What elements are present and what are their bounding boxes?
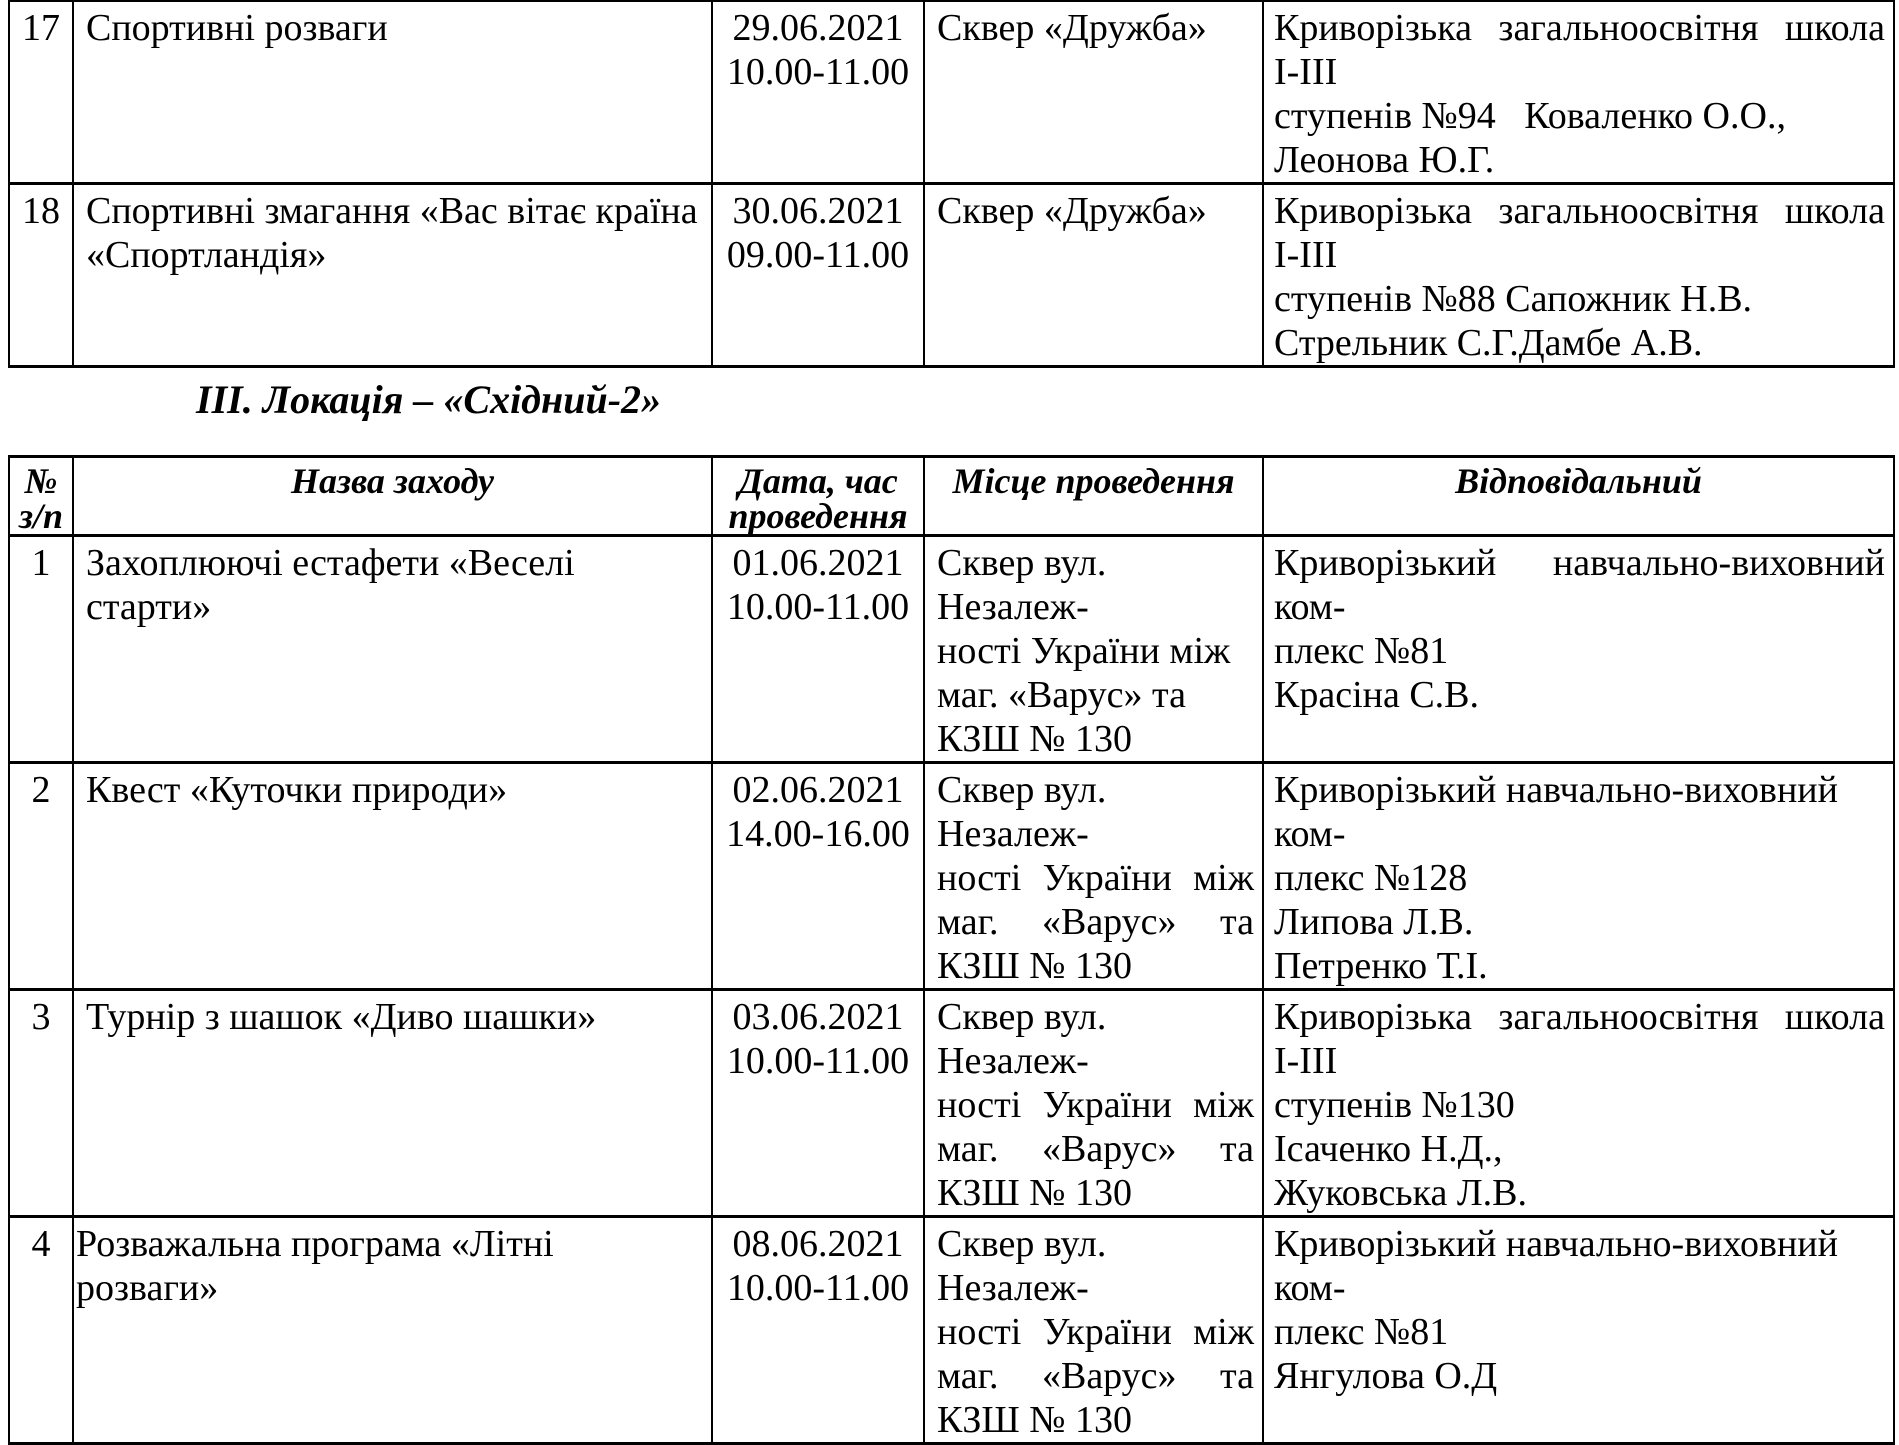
event-time: 10.00-11.00 xyxy=(726,51,910,93)
text-line: ності України між xyxy=(937,1084,1254,1126)
header-row-number xyxy=(9,457,73,536)
header-text: з/п xyxy=(18,496,64,536)
text-line: Сквер «Дружба» xyxy=(937,7,1207,49)
location-skhidnyi-2-table xyxy=(8,455,1895,1445)
event-datetime-cell xyxy=(712,536,924,763)
table-row xyxy=(9,1217,1894,1444)
text-line: Криворізька загальноосвітня школа І-ІІІ xyxy=(1274,7,1895,93)
row-number: 3 xyxy=(31,996,51,1038)
text-line: Сквер вул. Незалеж- xyxy=(937,542,1116,628)
text-line: КЗШ № 130 xyxy=(937,945,1132,987)
table-header-row xyxy=(9,457,1894,536)
text-line: Леонова Ю.Г. xyxy=(1274,139,1495,181)
text-line: маг. «Варус» та xyxy=(937,1355,1254,1397)
event-responsible-cell xyxy=(1263,990,1894,1217)
event-name: Турнір з шашок «Диво шашки» xyxy=(86,996,597,1038)
header-responsible xyxy=(1263,457,1894,536)
row-number-cell xyxy=(9,763,73,990)
text-line: Липова Л.В. xyxy=(1274,901,1474,943)
row-number-cell xyxy=(9,536,73,763)
header-event-name xyxy=(73,457,712,536)
event-datetime-cell xyxy=(712,184,924,367)
row-number-cell xyxy=(9,184,73,367)
text-line: Криворізька загальноосвітня школа І-ІІІ xyxy=(1274,190,1895,276)
section-heading: ІІІ. Локація – «Східний-2» xyxy=(196,377,662,422)
row-number: 18 xyxy=(22,190,60,232)
event-time: 09.00-11.00 xyxy=(726,234,910,276)
text-line: Криворізька загальноосвітня школа І-ІІІ xyxy=(1274,996,1895,1082)
text-line: маг. «Варус» та xyxy=(937,901,1254,943)
row-number: 2 xyxy=(31,769,51,811)
row-number-cell xyxy=(9,1217,73,1444)
event-time: 10.00-11.00 xyxy=(726,586,910,628)
header-text: Дата, час xyxy=(738,461,898,501)
text-line: КЗШ № 130 xyxy=(937,1399,1132,1441)
text-line: КЗШ № 130 xyxy=(937,718,1132,760)
event-location-cell xyxy=(924,1,1263,184)
event-date: 03.06.2021 xyxy=(732,996,904,1038)
text-line: Сквер «Дружба» xyxy=(937,190,1207,232)
event-name: Спортивні розваги xyxy=(86,7,388,49)
previous-location-table-wrap xyxy=(8,0,1895,368)
text-line: КЗШ № 130 xyxy=(937,1172,1132,1214)
text-line: плекс №81 xyxy=(1274,630,1449,672)
event-name: «Спортландія» xyxy=(86,234,327,276)
row-number-cell xyxy=(9,990,73,1217)
table-row xyxy=(9,990,1894,1217)
event-location-cell xyxy=(924,1217,1263,1444)
event-location-cell xyxy=(924,763,1263,990)
text-line: Сквер вул. Незалеж- xyxy=(937,769,1116,855)
table-row xyxy=(9,1,1894,184)
event-name-cell xyxy=(73,763,712,990)
event-datetime-cell xyxy=(712,763,924,990)
text-line: ступенів №88 Сапожник Н.В. xyxy=(1274,278,1753,320)
text-line: Янгулова О.Д xyxy=(1274,1355,1498,1397)
table-row xyxy=(9,184,1894,367)
event-time: 14.00-16.00 xyxy=(726,813,910,855)
header-text: Місце проведення xyxy=(952,461,1235,501)
row-number: 1 xyxy=(31,542,51,584)
text-line: Сквер вул. Незалеж- xyxy=(937,996,1116,1082)
text-line: ності України між xyxy=(937,857,1254,899)
text-line: Сквер вул. Незалеж- xyxy=(937,1223,1116,1309)
event-name: Розважальна програма «Літні розваги» xyxy=(76,1223,564,1309)
event-name-cell xyxy=(73,536,712,763)
text-line: ності України між xyxy=(937,1311,1254,1353)
table-row xyxy=(9,763,1894,990)
row-number: 4 xyxy=(31,1223,51,1265)
event-datetime-cell xyxy=(712,1,924,184)
text-line: плекс №128 xyxy=(1274,857,1468,899)
text-line: маг. «Варус» та xyxy=(937,1128,1254,1170)
event-date: 01.06.2021 xyxy=(732,542,904,584)
text-line: Криворізький навчально-виховний ком- xyxy=(1274,769,1848,855)
header-text: Назва заходу xyxy=(291,461,494,501)
event-responsible-cell xyxy=(1263,1,1894,184)
event-name: Спортивні змагання «Вас вітає країна xyxy=(86,190,698,232)
event-location-cell xyxy=(924,536,1263,763)
event-time: 10.00-11.00 xyxy=(726,1267,910,1309)
previous-location-table xyxy=(8,0,1895,368)
event-date: 02.06.2021 xyxy=(732,769,904,811)
event-time: 10.00-11.00 xyxy=(726,1040,910,1082)
text-line: ності України між xyxy=(937,630,1231,672)
event-datetime-cell xyxy=(712,990,924,1217)
event-date: 29.06.2021 xyxy=(732,7,904,49)
text-line: плекс №81 xyxy=(1274,1311,1449,1353)
location-skhidnyi-2-table-wrap xyxy=(8,455,1895,1445)
text-line: Стрельник С.Г.Дамбе А.В. xyxy=(1274,322,1703,364)
text-line: Жуковська Л.В. xyxy=(1274,1172,1528,1214)
event-name-cell xyxy=(73,1217,712,1444)
event-responsible-cell xyxy=(1263,536,1894,763)
event-name: Квест «Куточки природи» xyxy=(86,769,508,811)
table-row xyxy=(9,536,1894,763)
event-name: Захоплюючі естафети «Веселі старти» xyxy=(86,542,585,628)
text-line: Петренко Т.І. xyxy=(1274,945,1488,987)
event-responsible-cell xyxy=(1263,184,1894,367)
text-line: Криворізький навчально-виховний ком- xyxy=(1274,542,1895,628)
header-location xyxy=(924,457,1263,536)
event-name-cell xyxy=(73,990,712,1217)
text-line: ступенів №130 xyxy=(1274,1084,1515,1126)
event-date: 08.06.2021 xyxy=(732,1223,904,1265)
row-number-cell xyxy=(9,1,73,184)
event-datetime-cell xyxy=(712,1217,924,1444)
header-text: № xyxy=(24,461,58,501)
header-datetime xyxy=(712,457,924,536)
event-name-cell xyxy=(73,1,712,184)
row-number: 17 xyxy=(22,7,60,49)
event-responsible-cell xyxy=(1263,763,1894,990)
text-line: Ісаченко Н.Д., xyxy=(1274,1128,1503,1170)
event-responsible-cell xyxy=(1263,1217,1894,1444)
event-name-cell xyxy=(73,184,712,367)
event-location-cell xyxy=(924,184,1263,367)
text-line: маг. «Варус» та xyxy=(937,674,1186,716)
text-line: Красіна С.В. xyxy=(1274,674,1480,716)
header-text: проведення xyxy=(728,496,908,536)
header-text: Відповідальний xyxy=(1455,461,1702,501)
text-line: ступенів №94 Коваленко О.О., xyxy=(1274,95,1786,137)
event-date: 30.06.2021 xyxy=(732,190,904,232)
text-line: Криворізький навчально-виховний ком- xyxy=(1274,1223,1848,1309)
event-location-cell xyxy=(924,990,1263,1217)
